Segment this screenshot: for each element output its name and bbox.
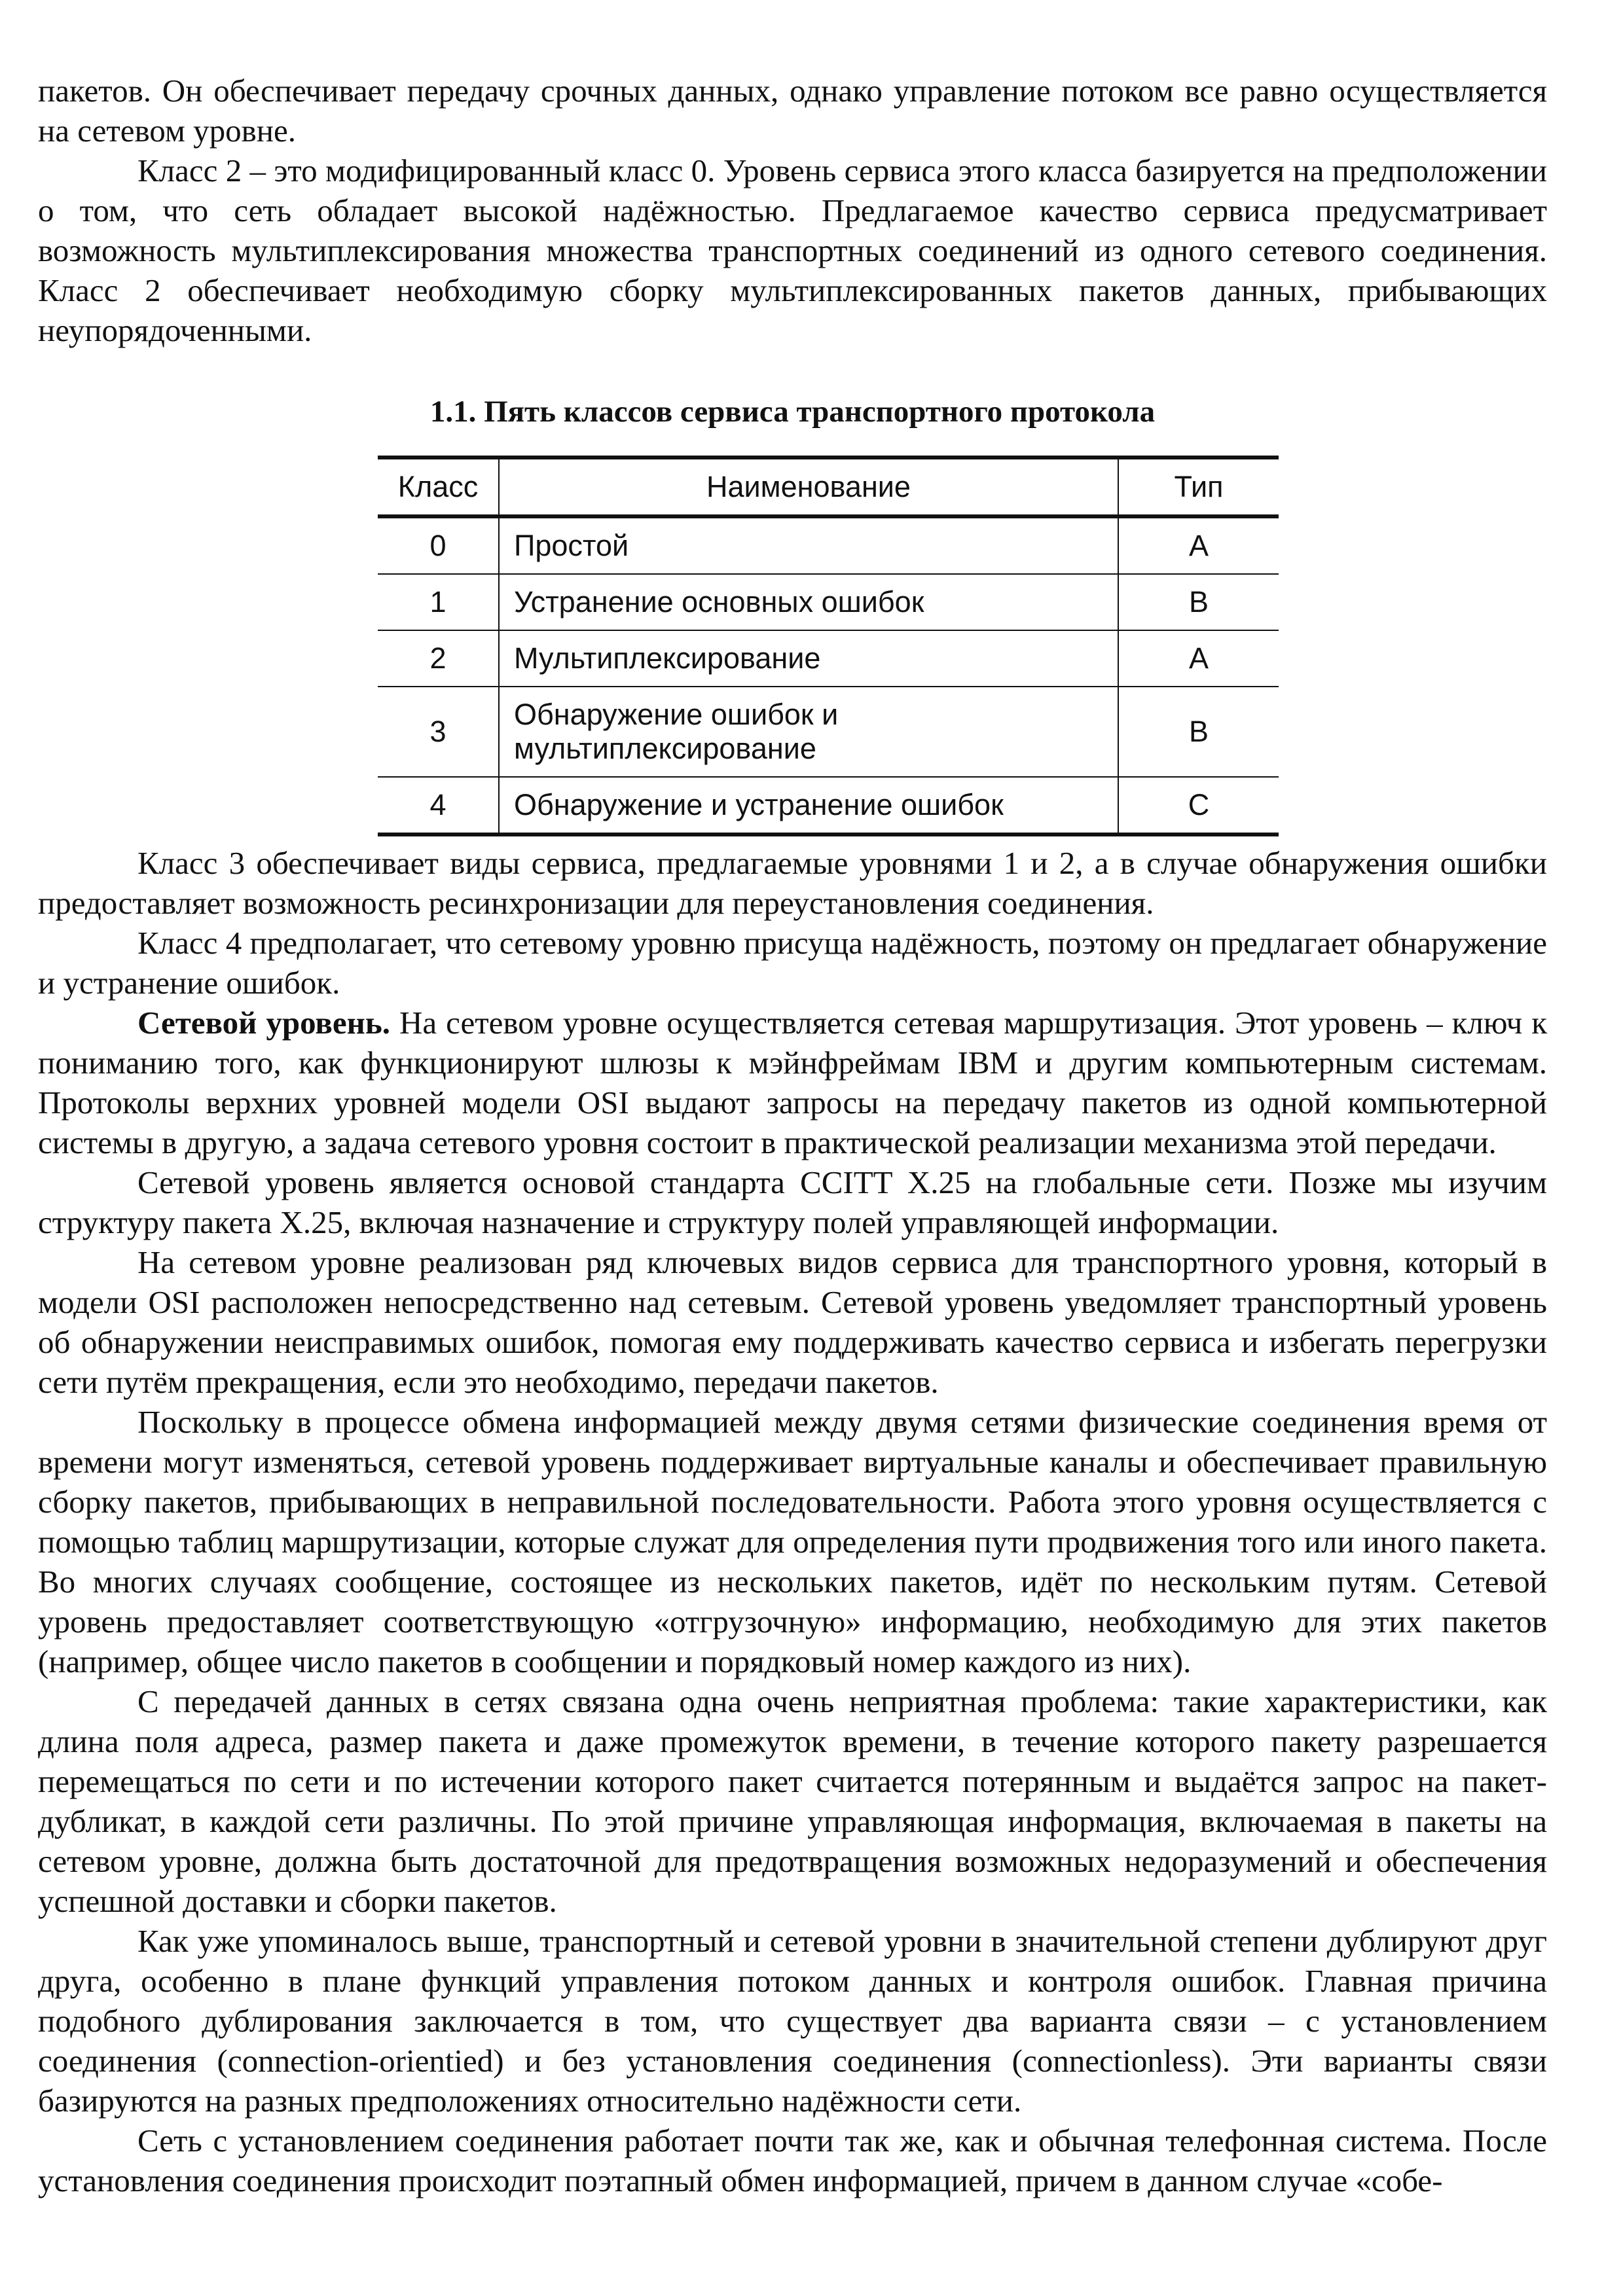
cell-type: C <box>1118 777 1279 834</box>
cell-type: A <box>1118 516 1279 574</box>
paragraph-class-2: Класс 2 – это модифицированный класс 0. Уровень сервиса этого класса базируется на предположении о том, что сеть обладает высокой надёжностью. Предлагаемое качество сервиса предусматривает возможность мультиплексирования множества транспортных соединений из одного сетевого соединения. Класс 2 обеспечивает необходимую сборку мультиплексированных пакетов данных, прибывающих неупорядоченными. <box>38 152 1547 348</box>
cell-name: Простой <box>499 516 1118 574</box>
section-heading-network-layer: Сетевой уровень. <box>137 1005 391 1041</box>
table-caption: 1.1. Пять классов сервиса транспортного протокола <box>429 395 1156 429</box>
cell-class: 1 <box>378 574 499 630</box>
cell-class: 4 <box>378 777 499 834</box>
header-class: Класс <box>378 457 499 516</box>
document-page <box>38 71 1547 2200</box>
cell-class: 3 <box>378 687 499 777</box>
table-row <box>378 777 1279 834</box>
paragraph-virtual-channels: Поскольку в процессе обмена информацией между двумя сетями физические соединения время от времени могут изменяться, сетевой уровень поддерживает виртуальные каналы и обеспечивает правильную сборку пакетов, прибывающих в неправильной последовательности. Работа этого уровня осуществляется с помощью таблиц маршрутизации, которые служат для определения пути продвижения того или иного пакета. Во многих случаях сообщение, состоящее из нескольких пакетов, идёт по нескольким путям. Сетевой уровень предоставляет соответствующую «отгрузочную» информацию, необходимую для этих пакетов (например, общее число пакетов в сообщении и порядковый номер каждого из них). <box>38 1404 1547 1679</box>
paragraph-problem: С передачей данных в сетях связана одна очень неприятная проблема: такие характеристики, как длина поля адреса, размер пакета и даже промежуток времени, в течение которого пакету разрешается перемещаться по сети и по истечении которого пакет считается потерянным и выдаётся запрос на пакет-дубликат, в каждой сети различны. По этой причине управляющая информация, включаемая в пакеты на сетевом уровне, должна быть достаточной для предотвращения возможных недоразумений и обеспечения успешной доставки и сборки пакетов. <box>38 1683 1547 1919</box>
paragraph-class-3: Класс 3 обеспечивает виды сервиса, предлагаемые уровнями 1 и 2, а в случае обнаружения ошибки предоставляет возможность ресинхронизации для переустановления соединения. <box>38 845 1547 921</box>
cell-name: Устранение основных ошибок <box>499 574 1118 630</box>
network-layer-intro: На сетевом уровне осуществляется сетевая маршрутизация. Этот уровень – ключ к пониманию того, как функционируют шлюзы к мэйнфреймам IBM и другим компьютерным системам. Протоколы верхних уровней модели OSI выдают запросы на передачу пакетов из одной компьютерной системы в другую, а задача сетевого уровня состоит в практической реализации механизма этой передачи. <box>38 1005 1548 1160</box>
header-name: Наименование <box>499 457 1118 516</box>
cell-name: Мультиплексирование <box>499 630 1118 687</box>
cell-type: B <box>1118 574 1279 630</box>
cell-type: A <box>1118 630 1279 687</box>
paragraph-services: На сетевом уровне реализован ряд ключевых видов сервиса для транспортного уровня, который в модели OSI расположен непосредственно над сетевым. Сетевой уровень уведомляет транспортный уровень об обнаружении неисправимых ошибок, помогая ему поддерживать качество сервиса и избегать перегрузки сети путём прекращения, если это необходимо, передачи пакетов. <box>38 1244 1547 1400</box>
table-row <box>378 630 1279 687</box>
table-row <box>378 574 1279 630</box>
cell-name: Обнаружение и устранение ошибок <box>499 777 1118 834</box>
header-type: Тип <box>1118 457 1279 516</box>
paragraph-network-layer <box>38 1003 1547 1162</box>
table-row <box>378 687 1279 777</box>
cell-name: Обнаружение ошибок и мультиплексирование <box>499 687 1118 777</box>
table-row <box>378 516 1279 574</box>
service-classes-table <box>378 456 1279 836</box>
paragraph-class-4: Класс 4 предполагает, что сетевому уровню присуща надёжность, поэтому он предлагает обнаружение и устранение ошибок. <box>38 925 1547 1001</box>
paragraph-duplication: Как уже упоминалось выше, транспортный и сетевой уровни в значительной степени дублируют друг друга, особенно в плане функций управления потоком данных и контроля ошибок. Главная причина подобного дублирования заключается в том, что существует два варианта связи – с установлением соединения (connection-orientied) и без установления соединения (connectionless). Эти варианты связи базируются на разных предположениях относительно надёжности сети. <box>38 1923 1547 2119</box>
paragraph-connection-network: Сеть с установлением соединения работает почти так же, как и обычная телефонная система. После установления соединения происходит поэтапный обмен информацией, причем в данном случае «собе- <box>38 2123 1547 2198</box>
paragraph-ccitt: Сетевой уровень является основой стандарта CCITT X.25 на глобальные сети. Позже мы изучим структуру пакета X.25, включая назначение и структуру полей управляющей информации. <box>38 1164 1547 1240</box>
cell-type: B <box>1118 687 1279 777</box>
cell-class: 2 <box>378 630 499 687</box>
table-header-row <box>378 457 1279 516</box>
cell-class: 0 <box>378 516 499 574</box>
paragraph-continuation: пакетов. Он обеспечивает передачу срочных данных, однако управление потоком все равно осуществляется на сетевом уровне. <box>38 73 1547 149</box>
